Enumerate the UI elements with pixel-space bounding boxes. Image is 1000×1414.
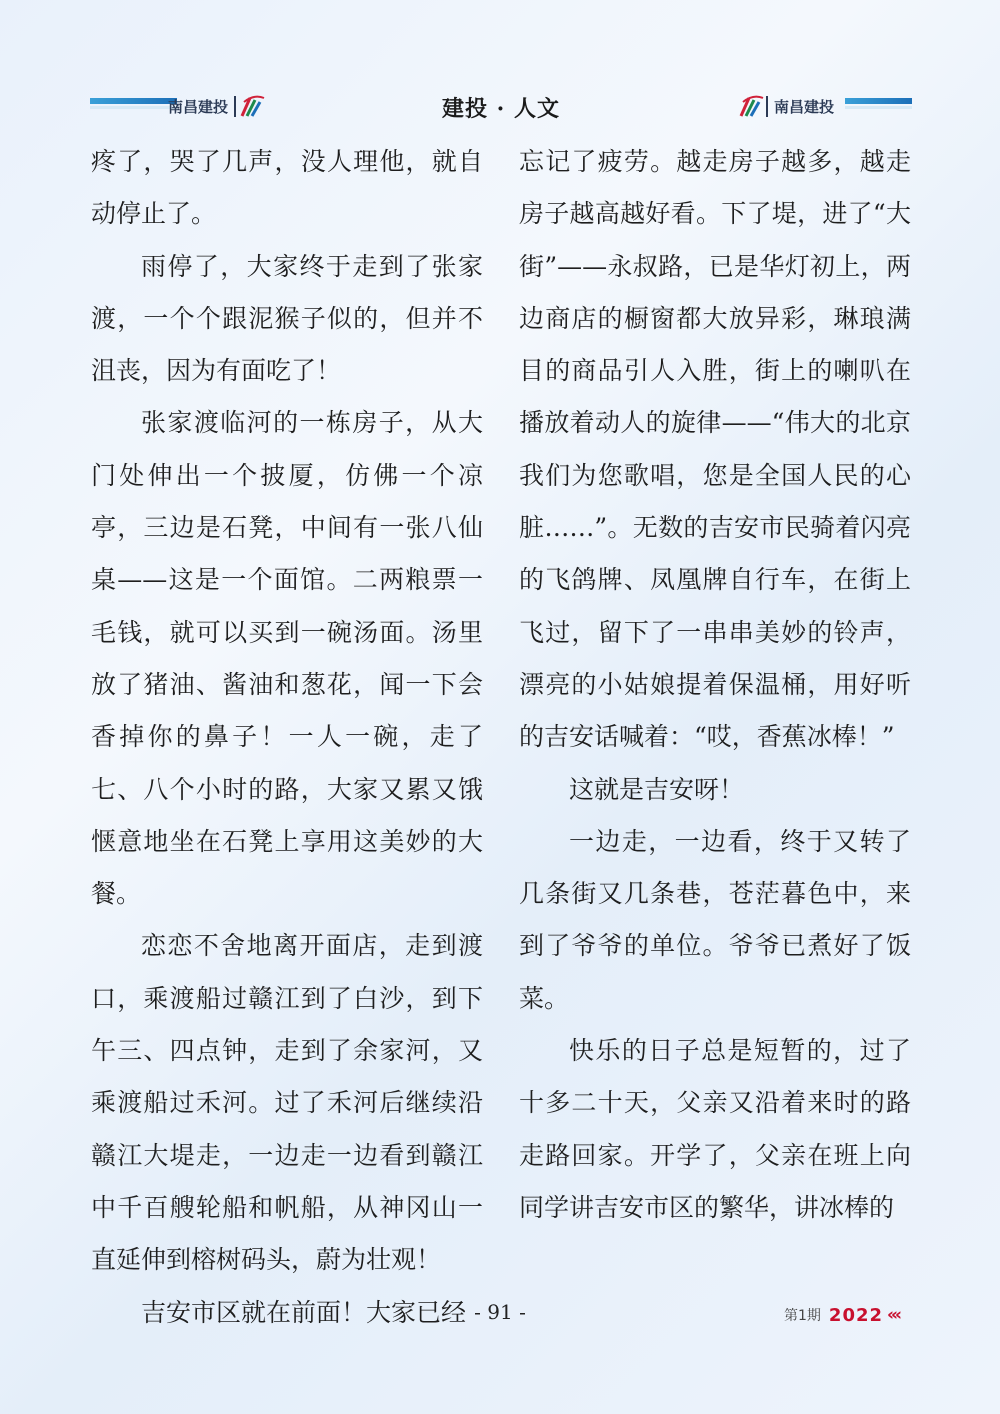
paragraph: 这就是吉安呀！	[569, 774, 745, 804]
paragraph: 吉安市区就在前面！大家已经	[141, 1297, 467, 1327]
issue-label: 第1期	[784, 1308, 821, 1324]
paragraph: 一边走，一边看，终于又转了几条街又几条巷，苍茫暮色中，来到了爷爷的单位。爷爷已煮好了饭菜。	[519, 826, 911, 1013]
brand-emblem-icon	[737, 92, 765, 120]
paragraph: 疼了，哭了几声，没人理他，就自动停止了。	[91, 147, 483, 229]
paragraph: 恋恋不舍地离开面店，走到渡口，乘渡船过赣江到了白沙，到下午三、四点钟，走到了余家河，又乘渡船过禾河。过了禾河后继续沿赣江大堤走，一边走一边看到赣江中千百艘轮船和帆船，从神冈山一直延伸到榕树码头，蔚为壮观！	[91, 931, 483, 1275]
page-number: - 91 -	[474, 1300, 526, 1324]
issue-badge	[784, 1302, 899, 1328]
issue-year: 2022	[828, 1304, 884, 1326]
brand-name-left: 南昌建投	[168, 96, 236, 117]
header-bar-right	[845, 98, 912, 104]
paragraph: 雨停了，大家终于走到了张家渡，一个个跟泥猴子似的，但并不沮丧，因为有面吃了！	[91, 251, 483, 386]
brand-name-right: 南昌建投	[766, 96, 834, 117]
text-column-left	[91, 136, 483, 1339]
page-header	[90, 92, 912, 126]
paragraph: 忘记了疲劳。越走房子越多，越走房子越高越好看。下了堤，进了“大街”——永叔路，已是华灯初上，两边商店的橱窗都大放异彩，琳琅满目的商品引人入胜，街上的喇叭在播放着动人的旋律——“伟大的北京我们为您歌唱，您是全国人民的心脏……”。无数的吉安市民骑着闪亮的飞鸽牌、凤凰牌自行车，在街上飞过，留下了一串串美妙的铃声，漂亮的小姑娘提着保温桶，用好听的吉安话喊着：“哎，香蕉冰棒！”	[519, 147, 911, 752]
chevron-left-icon: ‹‹‹	[887, 1305, 900, 1325]
paragraph: 快乐的日子总是短暂的，过了十多二十天，父亲又沿着来时的路走路回家。开学了，父亲在班上向同学讲吉安市区的繁华，讲冰棒的	[519, 1036, 911, 1222]
paragraph: 张家渡临河的一栋房子，从大门处伸出一个披厦，仿佛一个凉亭，三边是石凳，中间有一张八仙桌——这是一个面馆。二两粮票一毛钱，就可以买到一碗汤面。汤里放了猪油、酱油和葱花，闻一下会香掉你的鼻子！一人一碗，走了七、八个小时的路，大家又累又饿惬意地坐在石凳上享用这美妙的大餐。	[91, 408, 483, 909]
section-title: 建投 · 人文	[442, 96, 560, 122]
header-bar-right-accent	[845, 106, 912, 109]
text-column-right	[519, 136, 911, 1234]
brand-logo-right	[737, 92, 912, 124]
